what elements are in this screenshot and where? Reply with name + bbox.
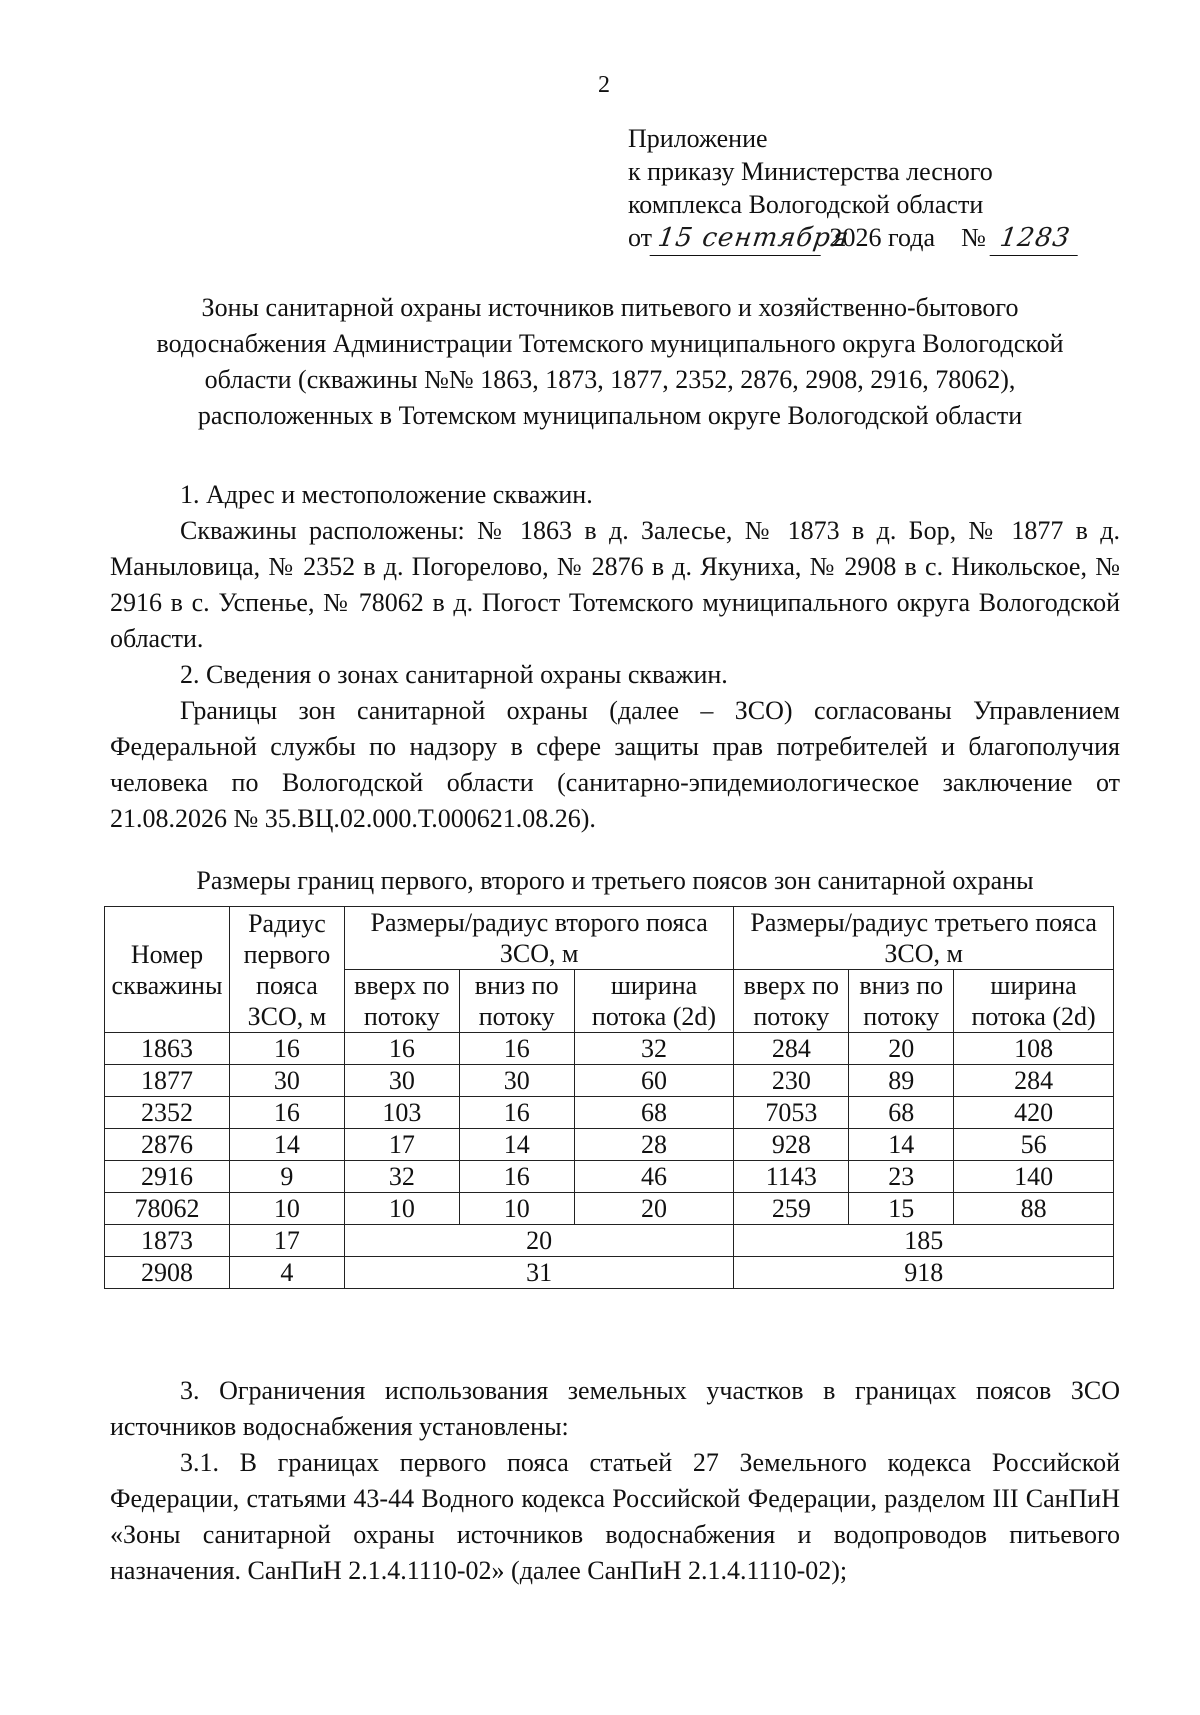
- cell-down3: 68: [849, 1097, 954, 1129]
- cell-width2: 20: [574, 1193, 734, 1225]
- title-line: области (скважины №№ 1863, 1873, 1877, 2352, 2876, 2908, 2916, 78062),: [204, 365, 1016, 394]
- table-row: [105, 1225, 1114, 1257]
- table-row: [105, 1097, 1114, 1129]
- table-row: [105, 1193, 1114, 1225]
- cell-up2: 16: [344, 1033, 459, 1065]
- header-well-number: Номер скважины: [105, 907, 230, 1033]
- cell-width3: 88: [954, 1193, 1114, 1225]
- cell-width2: 32: [574, 1033, 734, 1065]
- header-first-belt: Радиус первого пояса ЗСО, м: [229, 907, 344, 1033]
- cell-well: 78062: [105, 1193, 230, 1225]
- table-row: [105, 1033, 1114, 1065]
- cell-radius2: 20: [344, 1225, 734, 1257]
- cell-up2: 10: [344, 1193, 459, 1225]
- cell-well: 1873: [105, 1225, 230, 1257]
- cell-up3: 7053: [734, 1097, 849, 1129]
- cell-radius1: 9: [229, 1161, 344, 1193]
- cell-radius1: 16: [229, 1097, 344, 1129]
- cell-up2: 32: [344, 1161, 459, 1193]
- cell-width2: 28: [574, 1129, 734, 1161]
- cell-down2: 14: [459, 1129, 574, 1161]
- cell-down2: 30: [459, 1065, 574, 1097]
- table-row: [105, 1161, 1114, 1193]
- cell-radius1: 30: [229, 1065, 344, 1097]
- cell-well: 1863: [105, 1033, 230, 1065]
- cell-well: 2876: [105, 1129, 230, 1161]
- sections-1-2: [110, 477, 1120, 837]
- handwritten-date: 15 сентября: [650, 222, 826, 256]
- cell-down3: 20: [849, 1033, 954, 1065]
- cell-width3: 140: [954, 1161, 1114, 1193]
- cell-up2: 30: [344, 1065, 459, 1097]
- appendix-ministry: комплекса Вологодской области: [628, 190, 984, 219]
- cell-down2: 16: [459, 1033, 574, 1065]
- section2-heading: 2. Сведения о зонах санитарной охраны скважин.: [180, 660, 728, 689]
- cell-well: 2908: [105, 1257, 230, 1289]
- cell-up2: 17: [344, 1129, 459, 1161]
- year-text: 2026 года: [829, 223, 936, 252]
- cell-width2: 60: [574, 1065, 734, 1097]
- page-number: 2: [598, 72, 610, 98]
- cell-width3: 420: [954, 1097, 1114, 1129]
- cell-down3: 23: [849, 1161, 954, 1193]
- cell-up3: 1143: [734, 1161, 849, 1193]
- title-line: расположенных в Тотемском муниципальном округе Вологодской области: [197, 401, 1023, 430]
- cell-up3: 230: [734, 1065, 849, 1097]
- zso-table: [104, 906, 1114, 1289]
- cell-width3: 284: [954, 1065, 1114, 1097]
- cell-down2: 10: [459, 1193, 574, 1225]
- title-line: водоснабжения Администрации Тотемского муниципального округа Вологодской: [156, 329, 1064, 358]
- header-upstream: вверх по потоку: [734, 970, 849, 1033]
- section1-text: Скважины расположены: № 1863 в д. Залесье, № 1873 в д. Бор, № 1877 в д. Маныловица, № 2352 в д. Погорелово, № 2876 в д. Якуниха, № 2908 в с. Никольское, № 2916 в с. Успенье, № 78062 в д. Погост Тотемского муниципального округа Вологодской области.: [110, 516, 1120, 653]
- cell-down2: 16: [459, 1097, 574, 1129]
- date-prefix: от: [628, 223, 653, 252]
- header-third-belt: Размеры/радиус третьего пояса ЗСО, м: [734, 907, 1114, 970]
- cell-down3: 15: [849, 1193, 954, 1225]
- section3-item-3-1: 3.1. В границах первого пояса статьей 27 Земельного кодекса Российской Федерации, статьями 43-44 Водного кодекса Российской Федерации, разделом III СанПиН «Зоны санитарной охраны источников водоснабжения и водопроводов питьевого назначения. СанПиН 2.1.4.1110-02» (далее СанПиН 2.1.4.1110-02);: [110, 1448, 1120, 1585]
- cell-width2: 68: [574, 1097, 734, 1129]
- cell-width3: 108: [954, 1033, 1114, 1065]
- table-row: [105, 1257, 1114, 1289]
- cell-radius3: 918: [734, 1257, 1114, 1289]
- cell-down2: 16: [459, 1161, 574, 1193]
- cell-down3: 14: [849, 1129, 954, 1161]
- appendix-date-line: [628, 221, 1080, 256]
- section3-heading: 3. Ограничения использования земельных участков в границах поясов ЗСО источников водоснабжения установлены:: [110, 1376, 1120, 1441]
- cell-up3: 928: [734, 1129, 849, 1161]
- header-width: ширина потока (2d): [574, 970, 734, 1033]
- section2-text: Границы зон санитарной охраны (далее – ЗСО) согласованы Управлением Федеральной службы по надзору в сфере защиты прав потребителей и благополучия человека по Вологодской области (санитарно-эпидемиологическое заключение от 21.08.2026 № 35.ВЦ.02.000.Т.000621.08.26).: [110, 696, 1120, 833]
- cell-radius1: 16: [229, 1033, 344, 1065]
- table-caption: Размеры границ первого, второго и третьего поясов зон санитарной охраны: [196, 866, 1034, 895]
- cell-radius1: 4: [229, 1257, 344, 1289]
- appendix-title: Приложение: [628, 124, 768, 153]
- appendix-order-ref: к приказу Министерства лесного: [628, 157, 993, 186]
- cell-well: 2352: [105, 1097, 230, 1129]
- section-3: [110, 1373, 1120, 1589]
- header-second-belt: Размеры/радиус второго пояса ЗСО, м: [344, 907, 734, 970]
- cell-down3: 89: [849, 1065, 954, 1097]
- title-line: Зоны санитарной охраны источников питьевого и хозяйственно-бытового: [201, 293, 1019, 322]
- cell-well: 2916: [105, 1161, 230, 1193]
- cell-radius1: 10: [229, 1193, 344, 1225]
- header-width: ширина потока (2d): [954, 970, 1114, 1033]
- table-row: [105, 1129, 1114, 1161]
- header-downstream: вниз по потоку: [459, 970, 574, 1033]
- cell-up3: 259: [734, 1193, 849, 1225]
- document-title: [100, 290, 1120, 434]
- section1-heading: 1. Адрес и местоположение скважин.: [180, 480, 593, 509]
- cell-width3: 56: [954, 1129, 1114, 1161]
- cell-width2: 46: [574, 1161, 734, 1193]
- number-sign: №: [961, 223, 986, 252]
- cell-radius1: 14: [229, 1129, 344, 1161]
- cell-well: 1877: [105, 1065, 230, 1097]
- cell-up2: 103: [344, 1097, 459, 1129]
- table-row: [105, 1065, 1114, 1097]
- handwritten-number: 1283: [990, 222, 1083, 256]
- header-upstream: вверх по потоку: [344, 970, 459, 1033]
- cell-radius2: 31: [344, 1257, 734, 1289]
- cell-radius1: 17: [229, 1225, 344, 1257]
- cell-up3: 284: [734, 1033, 849, 1065]
- cell-radius3: 185: [734, 1225, 1114, 1257]
- header-downstream: вниз по потоку: [849, 970, 954, 1033]
- appendix-block: [628, 122, 1080, 256]
